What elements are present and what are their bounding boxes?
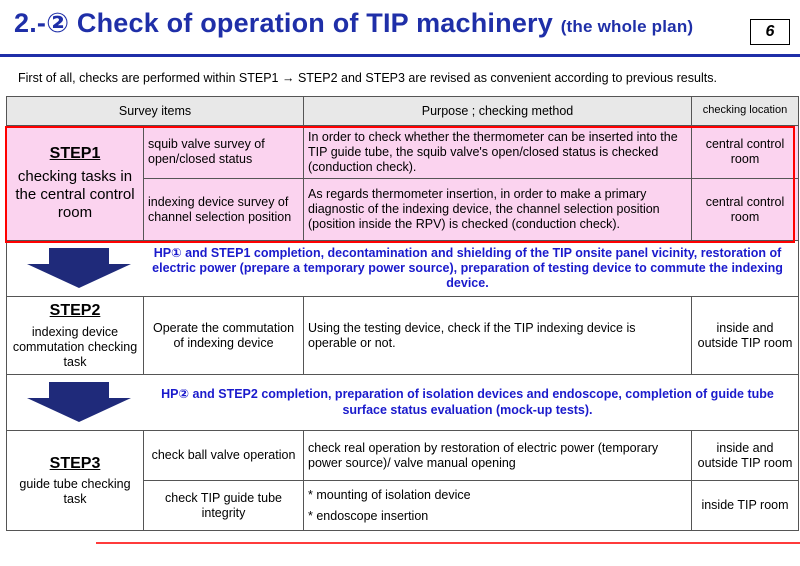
step3-item-1: check ball valve operation <box>144 431 304 481</box>
step2-location: inside and outside TIP room <box>692 297 799 375</box>
intro-text: First of all, checks are performed within STEP1 → STEP2 and STEP3 are revised as convenient according to previous results. <box>18 71 717 85</box>
page-number: 6 <box>750 19 790 45</box>
hp1-text: HP① and STEP1 completion, decontamination and shielding of the TIP onsite panel vicinity, restoration of electric power (prepare a temporary power source), preparation of testing device to commute the indexing device. <box>152 245 783 291</box>
step2-description: indexing device commutation checking task <box>12 324 138 369</box>
step1-description: checking tasks in the central control room <box>15 167 135 221</box>
step1-cell <box>7 126 144 241</box>
hp2-text: HP② and STEP2 completion, preparation of isolation devices and endoscope, completion of guide tube surface status evaluation (mock-up tests). <box>161 387 774 417</box>
title-sub: (the whole plan) <box>560 17 694 36</box>
step3-purpose-1: check real operation by restoration of electric power (temporary power source)/ valve manual opening <box>304 431 692 481</box>
step2-purpose: Using the testing device, check if the TIP indexing device is operable or not. <box>304 297 692 375</box>
step2-item: Operate the commutation of indexing device <box>144 297 304 375</box>
step3-purpose-line: * endoscope insertion <box>308 508 429 523</box>
step3-location-1: inside and outside TIP room <box>692 431 799 481</box>
step3-title: STEP3 <box>49 454 101 472</box>
step2-cell <box>7 297 144 375</box>
step1-purpose-1: In order to check whether the thermometer can be inserted into the TIP guide tube, the squib valve's open/closed status is checked (conduction check). <box>304 126 692 179</box>
plan-table <box>6 96 799 531</box>
hp1-row <box>7 241 799 297</box>
step3-purpose-line: * mounting of isolation device <box>308 487 471 502</box>
step3-location-2: inside TIP room <box>692 481 799 531</box>
table-header <box>7 97 799 126</box>
step1-item-1: squib valve survey of open/closed status <box>144 126 304 179</box>
table-row <box>7 431 799 481</box>
down-arrow-icon <box>11 243 147 294</box>
table-row <box>7 297 799 375</box>
step2-title: STEP2 <box>49 302 101 320</box>
step1-purpose-2: As regards thermometer insertion, in order to make a primary diagnostic of the indexing device, the channel selection position (position inside the RPV) is checked (conduction check). <box>304 179 692 241</box>
table-row <box>7 126 799 179</box>
step3-description: guide tube checking task <box>19 477 131 507</box>
step3-purpose-2 <box>304 481 692 531</box>
header-survey-items: Survey items <box>7 97 304 126</box>
step1-item-2: indexing device survey of channel selection position <box>144 179 304 241</box>
step3-item-2: check TIP guide tube integrity <box>144 481 304 531</box>
hp2-row <box>7 375 799 431</box>
title-divider <box>0 54 800 57</box>
down-arrow-icon <box>11 377 147 428</box>
step1-location-1: central control room <box>692 126 799 179</box>
step1-location-2: central control room <box>692 179 799 241</box>
page-title <box>14 8 693 39</box>
header-purpose: Purpose ; checking method <box>304 97 692 126</box>
step1-title: STEP1 <box>49 145 101 163</box>
footer-rule <box>96 542 800 544</box>
header-location: checking location <box>692 97 799 126</box>
step3-cell <box>7 431 144 531</box>
title-main: 2.-② Check of operation of TIP machinery <box>14 8 553 38</box>
